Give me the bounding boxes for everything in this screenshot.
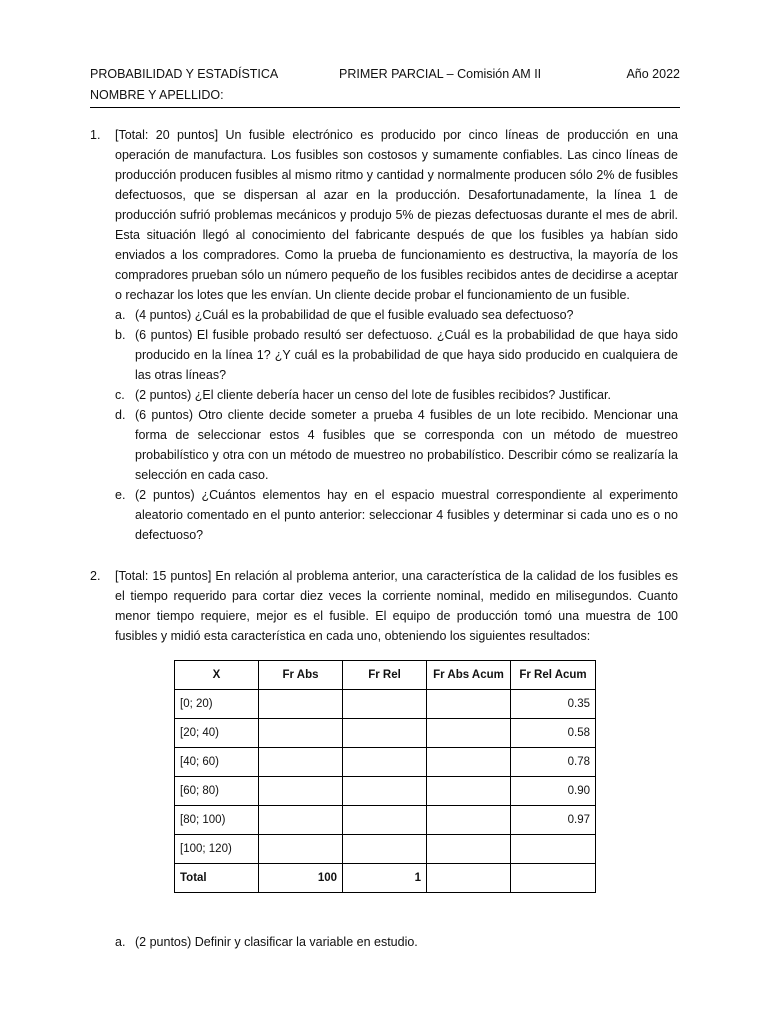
name-row <box>90 85 680 105</box>
table-cell: [40; 60) <box>175 748 259 777</box>
table-header-row <box>175 661 596 690</box>
table-cell <box>427 835 511 864</box>
table-cell: 100 <box>259 864 343 893</box>
table-cell <box>343 835 427 864</box>
table-cell: 0.58 <box>511 719 596 748</box>
table-cell <box>427 748 511 777</box>
item-letter: a. <box>115 935 126 949</box>
frequency-table <box>174 660 596 893</box>
table-cell <box>259 748 343 777</box>
table-cell: 0.78 <box>511 748 596 777</box>
col-header-fr-rel: Fr Rel <box>343 661 427 690</box>
table-cell <box>427 690 511 719</box>
table-cell: [0; 20) <box>175 690 259 719</box>
item-text: (6 puntos) El fusible probado resultó ser defectuoso. ¿Cuál es la probabilidad de que haya sido producido en la línea 1? ¿Y cuál es la probabilidad de que haya sido producido en cualquiera de las otras líneas? <box>135 328 678 382</box>
question-1d <box>115 405 678 485</box>
table-cell <box>511 835 596 864</box>
table-cell: 1 <box>343 864 427 893</box>
name-label: NOMBRE Y APELLIDO: <box>90 88 224 102</box>
question-2-text: [Total: 15 puntos] En relación al problema anterior, una característica de la calidad de los fusibles es el tiempo requerido para cortar diez veces la corriente nominal, medido en milisegundos. Cuanto menor tiempo requiere, mejor es el fusible. El equipo de producción tomó una muestra de 100 fusibles y midió esta característica en cada uno, obteniendo los siguientes resultados: <box>115 569 678 643</box>
question-1-text: [Total: 20 puntos] Un fusible electrónico es producido por cinco líneas de producción en una operación de manufactura. Los fusibles son costosos y sumamente confiables. Las cinco líneas de producción producen fusibles al mismo ritmo y cantidad y normalmente producen sólo 2% de fusibles defectuosos, que se dispersan al azar en la producción. Desafortunadamente, la línea 1 de producción sufrió problemas mecánicos y produjo 5% de piezas defectuosas durante el mes de abril. Esta situación llegó al conocimiento del fabricante después de que los fusibles ya habían sido enviados a los compradores. Como la prueba de funcionamiento es destructiva, la mayoría de los compradores prueban sólo un número pequeño de los fusibles recibidos antes de decidirse a aceptar o rechazar los lotes que les envían. Un cliente decide probar el funcionamiento de un fusible. <box>115 128 678 302</box>
question-1-number: 1. <box>90 128 101 142</box>
question-1b <box>115 325 678 385</box>
table-cell <box>427 719 511 748</box>
table-row <box>175 835 596 864</box>
question-2-number: 2. <box>90 569 101 583</box>
table-cell <box>259 835 343 864</box>
table-cell <box>427 864 511 893</box>
item-letter: d. <box>115 408 126 422</box>
item-text: (6 puntos) Otro cliente decide someter a prueba 4 fusibles de un lote recibido. Mencionar una forma de seleccionar estos 4 fusibles que se corresponda con un método de muestreo probabilístico y otra con un método de muestreo no probabilístico. Describir cómo se realizaría la selección en cada caso. <box>135 408 678 482</box>
table-cell <box>343 690 427 719</box>
exam-title: PRIMER PARCIAL – Comisión AM II <box>339 67 542 81</box>
item-text: (2 puntos) ¿El cliente debería hacer un censo del lote de fusibles recibidos? Justificar. <box>135 388 611 402</box>
table-cell <box>511 864 596 893</box>
question-1c <box>115 385 678 405</box>
table-cell <box>427 806 511 835</box>
table-row <box>175 777 596 806</box>
item-text: (2 puntos) Definir y clasificar la variable en estudio. <box>135 935 418 949</box>
course-title: PROBABILIDAD Y ESTADÍSTICA <box>90 67 279 81</box>
table-row <box>175 806 596 835</box>
header-row <box>90 64 680 84</box>
exam-year: Año 2022 <box>626 67 680 81</box>
table-cell <box>343 719 427 748</box>
item-letter: a. <box>115 308 126 322</box>
col-header-fr-rel-acum: Fr Rel Acum <box>511 661 596 690</box>
table-total-row <box>175 864 596 893</box>
col-header-fr-abs: Fr Abs <box>259 661 343 690</box>
table-cell <box>259 777 343 806</box>
table-cell <box>259 690 343 719</box>
table-cell: 0.97 <box>511 806 596 835</box>
table-cell <box>427 777 511 806</box>
col-header-x: X <box>175 661 259 690</box>
table-row <box>175 748 596 777</box>
item-text: (2 puntos) ¿Cuántos elementos hay en el espacio muestral correspondiente al experimento aleatorio comentado en el punto anterior: seleccionar 4 fusibles y determinar si cada uno es o no defectuoso? <box>135 488 678 542</box>
table-cell <box>343 806 427 835</box>
table-cell: [100; 120) <box>175 835 259 864</box>
table-cell: 0.35 <box>511 690 596 719</box>
table-cell: [60; 80) <box>175 777 259 806</box>
item-letter: e. <box>115 488 126 502</box>
table-cell <box>343 777 427 806</box>
question-1a <box>115 305 678 325</box>
table-cell <box>343 748 427 777</box>
table-cell: [80; 100) <box>175 806 259 835</box>
question-1e <box>115 485 678 545</box>
header-divider <box>90 107 680 108</box>
table-cell: 0.90 <box>511 777 596 806</box>
item-text: (4 puntos) ¿Cuál es la probabilidad de que el fusible evaluado sea defectuoso? <box>135 308 574 322</box>
item-letter: c. <box>115 388 125 402</box>
table-cell: Total <box>175 864 259 893</box>
col-header-fr-abs-acum: Fr Abs Acum <box>427 661 511 690</box>
table-row <box>175 719 596 748</box>
table-cell: [20; 40) <box>175 719 259 748</box>
question-2a <box>115 932 678 952</box>
table-cell <box>259 806 343 835</box>
table-row <box>175 690 596 719</box>
item-letter: b. <box>115 328 126 342</box>
table-cell <box>259 719 343 748</box>
